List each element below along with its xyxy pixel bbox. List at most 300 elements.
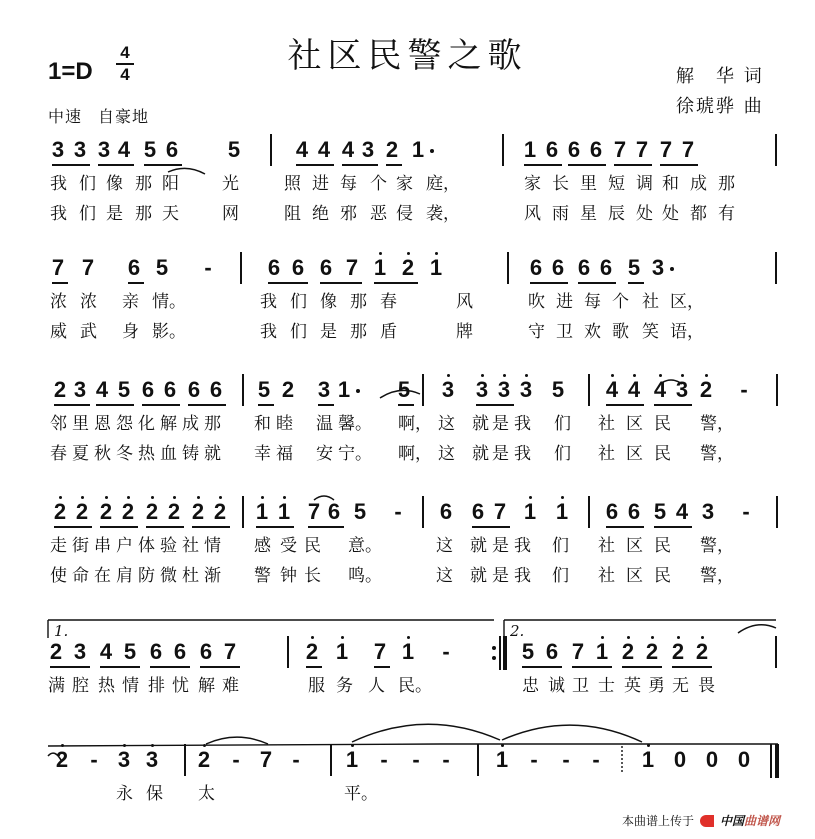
lyric-syllable: 庭，: [426, 174, 460, 194]
note-digit: 7: [493, 499, 507, 524]
note-digit: 4: [341, 137, 355, 162]
dash-extension: -: [204, 255, 212, 280]
lyric-syllable: 我: [514, 444, 531, 464]
beam-underline: [318, 404, 334, 406]
lyric-syllable: 浓: [50, 292, 67, 312]
repeat-end-thin-barline: [499, 636, 501, 670]
rest-note: 0: [737, 747, 751, 772]
upload-footer: [622, 812, 780, 829]
lyric-syllable: 辰: [608, 204, 625, 224]
lyric-syllable: 微: [160, 566, 177, 586]
repeat-end-thick-barline: [503, 636, 507, 670]
upper-octave-dot: [61, 744, 64, 747]
note-digit: 5: [551, 377, 565, 402]
lyric-syllable: 长: [304, 566, 321, 586]
lyric-syllable: 有: [718, 204, 735, 224]
upper-octave-dot: [151, 496, 154, 499]
lyric-syllable: 就: [470, 566, 487, 586]
barline: [775, 134, 777, 166]
beam-underline: [150, 666, 190, 668]
note-digit: 1: [523, 137, 537, 162]
beam-underline: [306, 666, 322, 668]
lyric-syllable: 睦: [276, 414, 293, 434]
note-digit: 2: [167, 499, 181, 524]
lyric-syllable: 影。: [152, 322, 186, 342]
lyric-syllable: 身: [122, 322, 139, 342]
upper-octave-dot: [351, 744, 354, 747]
beam-underline: [98, 164, 134, 166]
lyric-syllable: 秋: [94, 444, 111, 464]
lyric-syllable: 我: [260, 322, 277, 342]
note-digit: 3: [497, 377, 511, 402]
lyric-syllable: 们: [290, 322, 307, 342]
upper-octave-dot: [651, 636, 654, 639]
lyric-syllable: 和: [254, 414, 271, 434]
lyric-syllable: 成: [690, 174, 707, 194]
note-digit: 5: [653, 499, 667, 524]
site-logo-icon: [700, 815, 714, 827]
barline: [422, 374, 424, 406]
lyric-syllable: 鸣。: [348, 566, 382, 586]
note-digit: 1: [335, 639, 349, 664]
lyric-syllable: 我: [50, 174, 67, 194]
lyric-syllable: 社: [642, 292, 659, 312]
lyric-syllable: 永: [116, 784, 133, 804]
upper-octave-dot: [627, 636, 630, 639]
beam-underline: [200, 666, 240, 668]
lyric-syllable: 欢: [584, 322, 601, 342]
lyric-syllable: 们: [554, 444, 571, 464]
note-digit: 4: [675, 499, 689, 524]
lyric-syllable: 吹: [528, 292, 545, 312]
note-digit: 2: [645, 639, 659, 664]
lyric-syllable: 是: [492, 566, 509, 586]
note-digit: 5: [227, 137, 241, 162]
note-digit: 6: [471, 499, 485, 524]
note-digit: 5: [155, 255, 169, 280]
note-digit: 3: [519, 377, 533, 402]
upper-octave-dot: [435, 252, 438, 255]
lyric-syllable: 袭，: [426, 204, 460, 224]
beam-underline: [100, 666, 140, 668]
lyric-syllable: 排: [148, 676, 165, 696]
lyric-syllable: 恶: [370, 204, 387, 224]
note-digit: 3: [117, 747, 131, 772]
note-digit: 1: [495, 747, 509, 772]
barline: [477, 744, 479, 776]
augmentation-dot: [356, 389, 360, 393]
upper-octave-dot: [525, 374, 528, 377]
note-digit: 2: [191, 499, 205, 524]
lyric-syllable: 牌: [456, 322, 473, 342]
dash-extension: -: [562, 747, 570, 772]
barline: [240, 252, 242, 284]
lyric-syllable: 像: [106, 174, 123, 194]
beam-underline: [142, 404, 180, 406]
note-digit: 3: [73, 639, 87, 664]
note-digit: 3: [475, 377, 489, 402]
lyric-syllable: 守: [528, 322, 545, 342]
lyric-syllable: 卫: [556, 322, 573, 342]
note-digit: 5: [257, 377, 271, 402]
note-digit: 6: [439, 499, 453, 524]
note-digit: 5: [397, 377, 411, 402]
lyric-syllable: 里: [580, 174, 597, 194]
dash-extension: -: [380, 747, 388, 772]
beam-underline: [524, 164, 562, 166]
note-digit: 4: [627, 377, 641, 402]
note-digit: 6: [209, 377, 223, 402]
lyric-syllable: 务: [336, 676, 353, 696]
dash-extension: -: [394, 499, 402, 524]
lyric-syllable: 成: [182, 414, 199, 434]
final-thin-barline: [770, 744, 772, 778]
lyric-syllable: 个: [612, 292, 629, 312]
lyric-syllable: 社: [598, 566, 615, 586]
note-digit: 7: [635, 137, 649, 162]
note-digit: 1: [411, 137, 425, 162]
lyric-syllable: 区: [626, 444, 643, 464]
lyric-syllable: 那: [718, 174, 735, 194]
lyric-syllable: 安: [316, 444, 333, 464]
lyric-syllable: 民。: [398, 676, 432, 696]
note-digit: 6: [199, 639, 213, 664]
lyric-syllable: 恩: [94, 414, 111, 434]
note-digit: 5: [353, 499, 367, 524]
beam-underline: [386, 164, 402, 166]
upper-octave-dot: [151, 744, 154, 747]
lyric-syllable: 肩: [116, 566, 133, 586]
note-digit: 6: [567, 137, 581, 162]
lyric-syllable: 浓: [80, 292, 97, 312]
upper-octave-dot: [283, 496, 286, 499]
lyric-syllable: 啊，: [398, 444, 432, 464]
lyric-syllable: 夏: [72, 444, 89, 464]
note-digit: 6: [187, 377, 201, 402]
note-digit: 3: [51, 137, 65, 162]
beam-underline: [320, 282, 362, 284]
beam-underline: [476, 404, 514, 406]
beam-underline: [96, 404, 134, 406]
lyric-syllable: 民: [654, 536, 671, 556]
upper-octave-dot: [127, 496, 130, 499]
lyric-syllable: 民: [654, 566, 671, 586]
lyric-syllable: 警，: [700, 536, 734, 556]
beam-underline: [342, 164, 378, 166]
note-digit: 3: [701, 499, 715, 524]
note-digit: 1: [523, 499, 537, 524]
lyric-syllable: 勇: [648, 676, 665, 696]
note-digit: 7: [345, 255, 359, 280]
lyric-syllable: 啊，: [398, 414, 432, 434]
note-digit: 1: [555, 499, 569, 524]
beam-underline: [472, 526, 510, 528]
lyric-syllable: 雨: [552, 204, 569, 224]
lyric-syllable: 武: [80, 322, 97, 342]
lyric-syllable: 邻: [50, 414, 67, 434]
lyric-syllable: 宁。: [338, 444, 372, 464]
upper-octave-dot: [105, 496, 108, 499]
lyric-syllable: 警，: [700, 444, 734, 464]
note-digit: 4: [95, 377, 109, 402]
lyric-syllable: 户: [116, 536, 133, 556]
lyricist-credit: 解 华 词: [676, 66, 764, 87]
dash-extension: -: [530, 747, 538, 772]
lyric-syllable: 春: [50, 444, 67, 464]
note-digit: 1: [337, 377, 351, 402]
dash-extension: -: [592, 747, 600, 772]
lyric-syllable: 绝: [312, 204, 329, 224]
lyric-syllable: 光: [222, 174, 239, 194]
lyric-syllable: 热: [98, 676, 115, 696]
barline: [502, 134, 504, 166]
lyric-syllable: 验: [160, 536, 177, 556]
upper-octave-dot: [407, 636, 410, 639]
beam-underline: [188, 404, 226, 406]
note-digit: 3: [73, 137, 87, 162]
site-brand[interactable]: [720, 814, 780, 828]
beam-underline: [52, 282, 68, 284]
beam-underline: [628, 282, 644, 284]
augmentation-dot: [430, 149, 434, 153]
lyric-syllable: 满: [48, 676, 65, 696]
lyric-syllable: 进: [312, 174, 329, 194]
lyric-syllable: 星: [580, 204, 597, 224]
beam-underline: [572, 666, 612, 668]
note-digit: 1: [277, 499, 291, 524]
note-digit: 4: [653, 377, 667, 402]
lyric-syllable: 是: [492, 536, 509, 556]
note-digit: 2: [699, 377, 713, 402]
beam-underline: [374, 282, 418, 284]
lyric-syllable: 冬: [116, 444, 133, 464]
note-digit: 2: [305, 639, 319, 664]
lyric-syllable: 感: [254, 536, 271, 556]
lyric-syllable: 福: [276, 444, 293, 464]
upper-octave-dot: [123, 744, 126, 747]
lyric-syllable: 社: [598, 414, 615, 434]
tempo-marking: [48, 104, 149, 127]
note-digit: 6: [599, 255, 613, 280]
note-digit: 1: [401, 639, 415, 664]
note-digit: 1: [373, 255, 387, 280]
note-digit: 2: [53, 499, 67, 524]
lyric-syllable: 阻: [284, 204, 301, 224]
lyric-syllable: 无: [672, 676, 689, 696]
beam-underline: [614, 164, 652, 166]
lyric-syllable: 民: [304, 536, 321, 556]
upper-octave-dot: [81, 496, 84, 499]
dash-extension: -: [232, 747, 240, 772]
lyric-syllable: 和: [662, 174, 679, 194]
lyric-syllable: 热: [138, 444, 155, 464]
note-digit: 4: [99, 639, 113, 664]
lyric-syllable: 里: [72, 414, 89, 434]
beam-underline: [54, 404, 90, 406]
lyric-syllable: 那: [350, 322, 367, 342]
note-digit: 5: [143, 137, 157, 162]
lyric-syllable: 温: [316, 414, 333, 434]
lyric-syllable: 意。: [348, 536, 382, 556]
lyric-syllable: 每: [340, 174, 357, 194]
upper-octave-dot: [561, 496, 564, 499]
lyric-syllable: 体: [138, 536, 155, 556]
note-digit: 2: [75, 499, 89, 524]
lyric-syllable: 我: [514, 414, 531, 434]
note-digit: 7: [659, 137, 673, 162]
upper-octave-dot: [379, 252, 382, 255]
lyric-syllable: 区: [626, 566, 643, 586]
note-digit: 2: [213, 499, 227, 524]
barline: [242, 374, 244, 406]
note-digit: 3: [651, 255, 665, 280]
upper-octave-dot: [647, 744, 650, 747]
lyric-syllable: 歌: [612, 322, 629, 342]
beam-underline: [654, 404, 692, 406]
lyric-syllable: 社: [598, 536, 615, 556]
beam-underline: [268, 282, 308, 284]
note-digit: 6: [545, 137, 559, 162]
upper-octave-dot: [633, 374, 636, 377]
lyric-syllable: 区，: [670, 292, 704, 312]
note-digit: 7: [373, 639, 387, 664]
lyric-syllable: 这: [438, 414, 455, 434]
key-signature: 1=D: [48, 58, 93, 85]
note-digit: 2: [49, 639, 63, 664]
lyric-syllable: 们: [79, 204, 96, 224]
beam-underline: [568, 164, 606, 166]
slur-arc: [738, 625, 776, 633]
lyric-syllable: 受: [280, 536, 297, 556]
note-digit: 1: [429, 255, 443, 280]
lyric-syllable: 解: [198, 676, 215, 696]
slur-arc: [206, 737, 268, 744]
note-digit: 2: [385, 137, 399, 162]
lyric-syllable: 命: [72, 566, 89, 586]
beam-underline: [654, 526, 692, 528]
lyric-syllable: 们: [552, 566, 569, 586]
note-digit: 6: [163, 377, 177, 402]
lyric-syllable: 保: [146, 784, 163, 804]
note-digit: 4: [317, 137, 331, 162]
barline: [776, 496, 778, 528]
beam-underline: [578, 282, 616, 284]
barline: [242, 496, 244, 528]
brand-part-a: 中国: [720, 814, 745, 828]
lyric-syllable: 馨。: [338, 414, 372, 434]
lyric-syllable: 家: [396, 174, 413, 194]
barline: [270, 134, 272, 166]
beam-underline: [672, 666, 712, 668]
barline: [775, 636, 777, 668]
lyric-syllable: 民: [654, 444, 671, 464]
lyric-syllable: 社: [598, 444, 615, 464]
augmentation-dot: [670, 267, 674, 271]
rest-note: 0: [705, 747, 719, 772]
note-digit: 4: [605, 377, 619, 402]
note-digit: 6: [327, 499, 341, 524]
lyric-syllable: 家: [524, 174, 541, 194]
lyric-syllable: 渐: [204, 566, 221, 586]
lyric-syllable: 平。: [344, 784, 378, 804]
lyric-syllable: 那: [135, 204, 152, 224]
lyric-syllable: 天: [162, 204, 179, 224]
upper-octave-dot: [173, 496, 176, 499]
lyric-syllable: 社: [182, 536, 199, 556]
lyric-syllable: 处: [662, 204, 679, 224]
note-digit: 6: [589, 137, 603, 162]
note-digit: 2: [145, 499, 159, 524]
lyric-syllable: 像: [320, 292, 337, 312]
lyric-syllable: 每: [584, 292, 601, 312]
lyric-syllable: 长: [552, 174, 569, 194]
lyric-syllable: 是: [492, 444, 509, 464]
note-digit: 3: [361, 137, 375, 162]
lyric-syllable: 语，: [670, 322, 704, 342]
beam-underline: [52, 164, 90, 166]
lyric-syllable: 钟: [280, 566, 297, 586]
upper-octave-dot: [501, 744, 504, 747]
upper-octave-dot: [701, 636, 704, 639]
lyric-syllable: 侵: [396, 204, 413, 224]
lyric-syllable: 人: [368, 676, 385, 696]
repeat-dot: [492, 656, 496, 660]
lyric-syllable: 们: [554, 414, 571, 434]
note-digit: 6: [551, 255, 565, 280]
note-digit: 7: [81, 255, 95, 280]
tempo-text: 中速: [48, 107, 83, 126]
upper-octave-dot: [611, 374, 614, 377]
upper-octave-dot: [705, 374, 708, 377]
lyric-syllable: 网: [222, 204, 239, 224]
note-digit: 7: [571, 639, 585, 664]
lyric-syllable: 这: [436, 536, 453, 556]
lyric-syllable: 威: [50, 322, 67, 342]
note-digit: 3: [145, 747, 159, 772]
lyric-syllable: 区: [626, 536, 643, 556]
lyric-syllable: 我: [514, 536, 531, 556]
lyric-syllable: 忧: [172, 676, 189, 696]
footer-text: 本曲谱上传于: [622, 814, 695, 828]
lyric-syllable: 是: [106, 204, 123, 224]
beam-underline: [522, 666, 562, 668]
note-digit: 5: [117, 377, 131, 402]
note-digit: 2: [695, 639, 709, 664]
lyric-syllable: 那: [204, 414, 221, 434]
lyric-syllable: 士: [598, 676, 615, 696]
rest-note: 0: [673, 747, 687, 772]
lyric-syllable: 情: [204, 536, 221, 556]
lyric-syllable: 是: [320, 322, 337, 342]
lyric-syllable: 就: [204, 444, 221, 464]
lyric-syllable: 防: [138, 566, 155, 586]
lyric-syllable: 处: [636, 204, 653, 224]
barline: [287, 636, 289, 668]
beam-underline: [308, 526, 344, 528]
note-digit: 4: [117, 137, 131, 162]
lyric-syllable: 风: [524, 204, 541, 224]
beam-underline: [660, 164, 698, 166]
note-digit: 5: [627, 255, 641, 280]
dash-extension: -: [742, 499, 750, 524]
note-digit: 6: [545, 639, 559, 664]
lyric-syllable: 调: [636, 174, 653, 194]
note-digit: 4: [295, 137, 309, 162]
final-thick-barline: [775, 744, 779, 778]
note-digit: 7: [307, 499, 321, 524]
beam-underline: [530, 282, 568, 284]
lyric-syllable: 警，: [700, 566, 734, 586]
